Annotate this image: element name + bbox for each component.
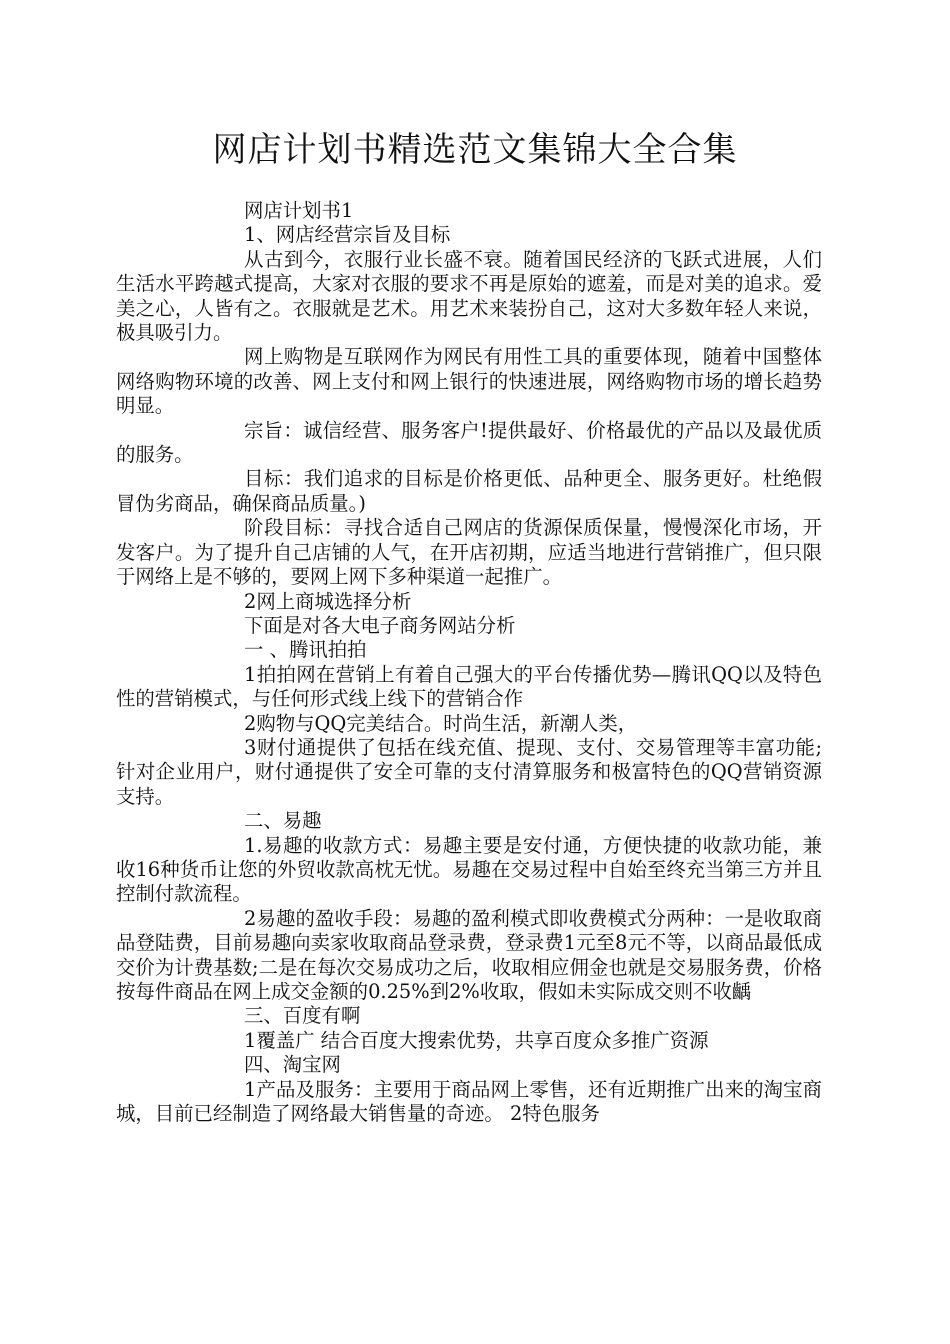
section-heading: 三、百度有啊 — [244, 1004, 361, 1028]
document-body — [116, 199, 822, 1126]
paragraph: 1产品及服务：主要用于商品网上零售，还有近期推广出来的淘宝商城，目前已经制造了网络最大销售量的奇迹。 2特色服务 — [116, 1077, 822, 1126]
paragraph: 1拍拍网在营销上有着自己强大的平台传播优势—腾讯QQ以及特色性的营销模式，与任何形式线上线下的营销合作 — [116, 662, 822, 711]
section-heading: 网店计划书1 — [244, 199, 354, 222]
paragraph: 3财付通提供了包括在线充值、提现、支付、交易管理等丰富功能;针对企业用户，财付通提供了安全可靠的支付清算服务和极富特色的QQ营销资源支持。 — [116, 735, 822, 808]
paragraph: 从古到今，衣服行业长盛不衰。随着国民经济的飞跃式进展，人们生活水平跨越式提高，大家对衣服的要求不再是原始的遮羞，而是对美的追求。爱美之心，人皆有之。衣服就是艺术。用艺术来装扮自己，这对大多数年轻人来说，极具吸引力。 — [116, 247, 822, 345]
section-heading: 一 、腾讯拍拍 — [244, 638, 367, 662]
paragraph: 2购物与QQ完美结合。时尚生活，新潮人类， — [244, 711, 638, 735]
section-heading: 二、易趣 — [244, 809, 322, 833]
paragraph: 下面是对各大电子商务网站分析 — [244, 613, 516, 637]
paragraph: 目标：我们追求的目标是价格更低、品种更全、服务更好。杜绝假冒伪劣商品，确保商品质量。) — [116, 467, 822, 515]
section-heading: 2网上商城选择分析 — [244, 589, 412, 613]
paragraph: 阶段目标：寻找合适自己网店的货源保质保量，慢慢深化市场，开发客户。为了提升自己店铺的人气，在开店初期，应适当地进行营销推广，但只限于网络上是不够的，要网上网下多种渠道一起推广。 — [116, 516, 822, 589]
section-heading: 1、网店经营宗旨及目标 — [244, 223, 451, 247]
paragraph: 1.易趣的收款方式：易趣主要是安付通，方便快捷的收款功能，兼收16种货币让您的外贸收款高枕无忧。易趣在交易过程中自始至终充当第三方并且控制付款流程。 — [116, 833, 822, 906]
document-title: 网店计划书精选范文集锦大全合集 — [212, 130, 738, 170]
paragraph: 宗旨：诚信经营、服务客户!提供最好、价格最优的产品以及最优质的服务。 — [116, 418, 822, 467]
paragraph: 1覆盖广 结合百度大搜索优势，共享百度众多推广资源 — [244, 1028, 709, 1052]
section-heading: 四、淘宝网 — [244, 1053, 341, 1077]
paragraph: 网上购物是互联网作为网民有用性工具的重要体现，随着中国整体网络购物环境的改善、网上支付和网上银行的快速进展，网络购物市场的增长趋势明显。 — [116, 345, 822, 418]
paragraph: 2易趣的盈收手段：易趣的盈利模式即收费模式分两种：一是收取商品登陆费，目前易趣向卖家收取商品登录费，登录费1元至8元不等，以商品最低成交价为计费基数;二是在每次交易成功之后，收取相应佣金也就是交易服务费，价格按每件商品在网上成交金额的0.25%到2%收取，假如未实际成交则不收齲 — [116, 906, 822, 1003]
